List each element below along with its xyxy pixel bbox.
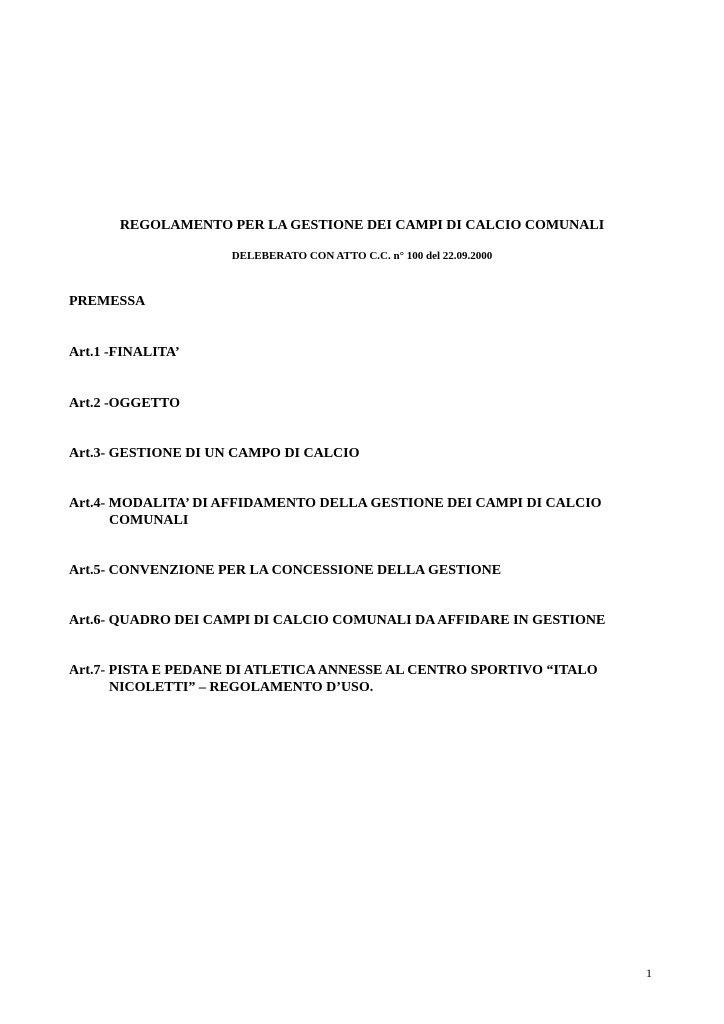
article-3 bbox=[69, 445, 669, 462]
article-4-continuation: COMUNALI bbox=[109, 513, 189, 528]
article-2-label: Art.2 -OGGETTO bbox=[69, 396, 180, 411]
article-3-label: Art.3- GESTIONE DI UN CAMPO DI CALCIO bbox=[69, 446, 360, 461]
article-1-label: Art.1 -FINALITA’ bbox=[69, 345, 180, 360]
premessa-heading: PREMESSA bbox=[69, 294, 146, 309]
article-7-continuation: NICOLETTI” – REGOLAMENTO D’USO. bbox=[109, 680, 374, 695]
article-5-label: Art.5- CONVENZIONE PER LA CONCESSIONE DELLA GESTIONE bbox=[69, 563, 502, 578]
article-6-label: Art.6- QUADRO DEI CAMPI DI CALCIO COMUNALI DA AFFIDARE IN GESTIONE bbox=[69, 613, 606, 628]
article-2 bbox=[69, 395, 669, 412]
document-title: REGOLAMENTO PER LA GESTIONE DEI CAMPI DI CALCIO COMUNALI bbox=[119, 218, 605, 233]
document-subtitle: DELEBERATO CON ATTO C.C. n° 100 del 22.09.2000 bbox=[231, 250, 493, 262]
article-5 bbox=[69, 562, 669, 579]
article-1 bbox=[69, 344, 669, 361]
article-4-label: Art.4- MODALITA’ DI AFFIDAMENTO DELLA GESTIONE DEI CAMPI DI CALCIO bbox=[69, 496, 602, 511]
article-4 bbox=[69, 495, 669, 529]
article-7-label: Art.7- PISTA E PEDANE DI ATLETICA ANNESSE AL CENTRO SPORTIVO “ITALO bbox=[69, 663, 598, 678]
article-6 bbox=[69, 612, 669, 629]
article-7 bbox=[69, 662, 669, 696]
page-number: 1 bbox=[646, 966, 652, 980]
